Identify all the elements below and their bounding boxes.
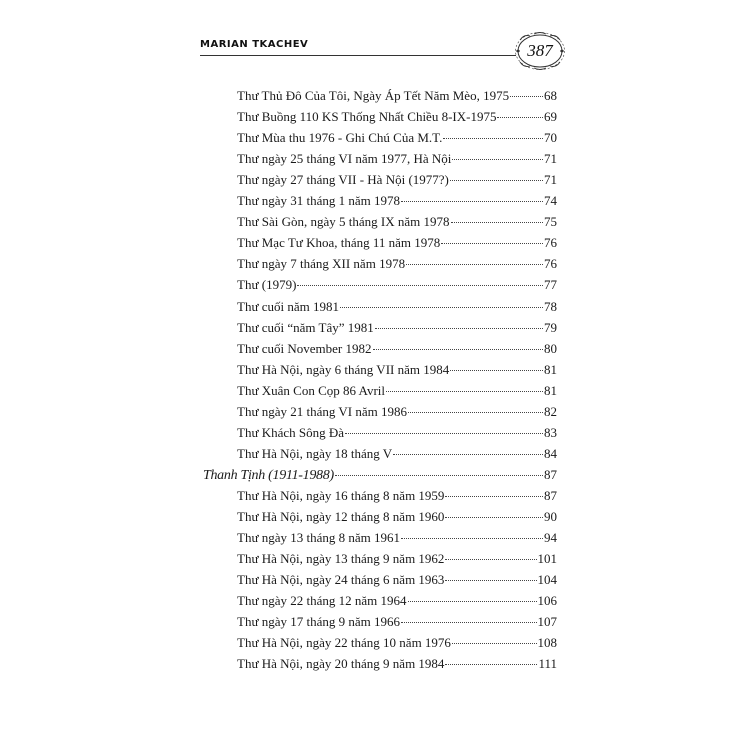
toc-entry-page: 79 (544, 319, 557, 335)
toc-entry-page: 82 (544, 403, 557, 419)
toc-entry-title: Thư Hà Nội, ngày 22 tháng 10 năm 1976 (237, 635, 451, 651)
toc-entry-title: Thư ngày 31 tháng 1 năm 1978 (237, 193, 401, 209)
toc-entry-title: Thư Hà Nội, ngày 24 tháng 6 năm 1963 (237, 572, 445, 588)
dot-leader (445, 664, 537, 665)
toc-entry-page: 68 (544, 88, 557, 103)
toc-entry-page: 104 (537, 572, 557, 588)
dot-leader (451, 222, 544, 223)
toc-entry-page: 107 (537, 614, 557, 630)
toc-entry-page: 69 (544, 109, 557, 125)
dot-leader (408, 601, 537, 602)
toc-entry-page: 87 (544, 487, 557, 503)
toc-entry-page: 108 (537, 635, 557, 651)
dot-leader (393, 454, 543, 455)
toc-entry (237, 232, 557, 253)
toc-entry-title: Thư Khách Sông Đà (237, 424, 345, 440)
toc-entry (237, 422, 557, 443)
toc-entry-page: 76 (544, 235, 557, 251)
toc-entry-page: 81 (544, 382, 557, 398)
toc-entry (237, 401, 557, 422)
toc-entry (237, 85, 557, 106)
toc-entry (237, 296, 557, 317)
toc-entry-page: 81 (544, 361, 557, 377)
dot-leader (450, 180, 543, 181)
dot-leader (340, 307, 543, 308)
toc-entry (237, 485, 557, 506)
page-number: 387 (527, 41, 553, 60)
dot-leader (452, 159, 543, 160)
toc-entry-title: Thư ngày 17 tháng 9 năm 1966 (237, 614, 401, 630)
toc-entry (237, 548, 557, 569)
toc-entry-title: Thư (1979) (237, 277, 297, 293)
toc-entry-title: Thư Hà Nội, ngày 12 tháng 8 năm 1960 (237, 509, 445, 524)
running-header (200, 30, 570, 78)
toc-entry-title: Thư Hà Nội, ngày 13 tháng 9 năm 1962 (237, 551, 445, 567)
dot-leader (445, 559, 536, 560)
toc-entry-title: Thư Mạc Tư Khoa, tháng 11 năm 1978 (237, 235, 441, 251)
dot-leader (445, 517, 543, 518)
dot-leader (443, 138, 543, 139)
toc-entry (237, 380, 557, 401)
toc-section-heading (203, 464, 557, 485)
toc-entry (237, 632, 557, 653)
toc-entry-title: Thư cuối “năm Tây” 1981 (237, 319, 374, 335)
toc-entry-title: Thư Buồng 110 KS Thống Nhất Chiều 8-IX-1975 (237, 109, 497, 125)
dot-leader (335, 475, 543, 476)
dot-leader (386, 391, 543, 392)
toc-entry (237, 338, 557, 359)
toc-entry-title: Thư ngày 7 tháng XII năm 1978 (237, 256, 406, 272)
dot-leader (441, 243, 543, 244)
dot-leader (401, 538, 543, 539)
toc-entry-page: 77 (544, 277, 557, 293)
toc-entry (237, 317, 557, 338)
toc-entry (237, 653, 557, 674)
toc-entry (237, 148, 557, 169)
toc-entry (237, 569, 557, 590)
toc-entry-page: 87 (544, 466, 557, 482)
toc-entry-page: 83 (544, 424, 557, 440)
dot-leader (510, 96, 543, 97)
toc-entry (237, 274, 557, 295)
toc-entry-title: Thư ngày 22 tháng 12 năm 1964 (237, 593, 407, 609)
toc-entry-page: 101 (537, 551, 557, 567)
toc-entry-title: Thư Sài Gòn, ngày 5 tháng IX năm 1978 (237, 214, 450, 230)
toc-entry (237, 127, 557, 148)
toc-entry-title: Thư ngày 27 tháng VII - Hà Nội (1977?) (237, 172, 449, 188)
toc-entry-page: 74 (544, 193, 557, 209)
toc-entry (237, 611, 557, 632)
toc-entry-title: Thư cuối năm 1981 (237, 298, 340, 314)
toc-entry-title: Thư Hà Nội, ngày 18 tháng V (237, 445, 393, 461)
dot-leader (345, 433, 543, 434)
toc-entry-page: 71 (544, 172, 557, 188)
page-number-ornament (514, 30, 566, 72)
toc-entry-title: Thanh Tịnh (1911-1988) (203, 467, 334, 483)
toc-entry-title: Thư Hà Nội, ngày 16 tháng 8 năm 1959 (237, 487, 445, 503)
header-rule (200, 55, 516, 56)
toc-entry (237, 590, 557, 611)
dot-leader (450, 370, 543, 371)
toc-entry-page: 106 (537, 593, 557, 609)
toc-entry-page: 84 (544, 445, 557, 461)
dot-leader (401, 201, 543, 202)
dot-leader (445, 580, 536, 581)
toc-entry-page: 78 (544, 298, 557, 314)
toc-entry (237, 359, 557, 380)
dot-leader (406, 264, 543, 265)
dot-leader (497, 117, 543, 118)
toc-entry-title: Thư ngày 25 tháng VI năm 1977, Hà Nội (237, 151, 452, 167)
toc-entry-title: Thư Mùa thu 1976 - Ghi Chú Của M.T. (237, 130, 443, 146)
toc-entry-title: Thư Hà Nội, ngày 20 tháng 9 năm 1984 (237, 656, 445, 672)
toc-entry-title: Thư Xuân Con Cọp 86 Avril (237, 382, 385, 398)
toc-entry (237, 190, 557, 211)
toc-entry (237, 253, 557, 274)
toc-entry-page: 94 (544, 530, 557, 546)
toc-entry-title: Thư ngày 13 tháng 8 năm 1961 (237, 530, 401, 546)
dot-leader (373, 349, 544, 350)
toc-entry (237, 169, 557, 190)
toc-entry-page: 70 (544, 130, 557, 146)
toc-entry-title: Thư Hà Nội, ngày 6 tháng VII năm 1984 (237, 361, 450, 377)
toc-entry (237, 527, 557, 548)
toc-entry (237, 106, 557, 127)
toc-entry-page: 90 (544, 509, 557, 524)
dot-leader (401, 622, 536, 623)
toc-entry (237, 211, 557, 232)
toc-entry (237, 443, 557, 464)
toc-entry-title: Thư Thủ Đô Của Tôi, Ngày Áp Tết Năm Mèo, 1975 (237, 88, 510, 103)
toc-entry-title: Thư ngày 21 tháng VI năm 1986 (237, 403, 408, 419)
running-header-author: MARIAN TKACHEV (200, 39, 309, 50)
toc-entry-page: 71 (544, 151, 557, 167)
toc-entry-page: 80 (544, 340, 557, 356)
dot-leader (408, 412, 543, 413)
toc-entry-page: 75 (544, 214, 557, 230)
dot-leader (375, 328, 543, 329)
toc-entry-page: 111 (538, 656, 557, 672)
toc-entry-title: Thư cuối November 1982 (237, 340, 372, 356)
dot-leader (297, 285, 543, 286)
toc-entry-page: 76 (544, 256, 557, 272)
toc-entry (237, 506, 557, 527)
dot-leader (452, 643, 537, 644)
dot-leader (445, 496, 543, 497)
